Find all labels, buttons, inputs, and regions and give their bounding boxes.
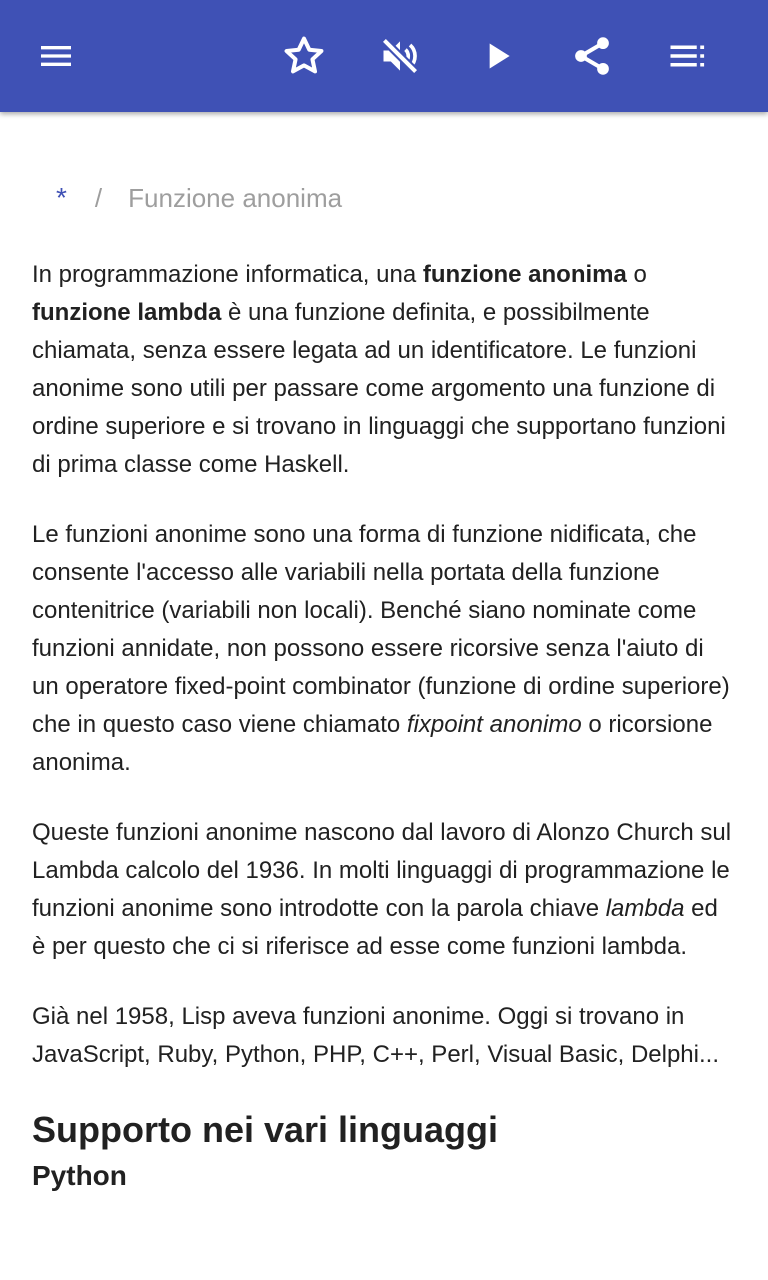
share-button[interactable]: [560, 24, 624, 88]
italic-term-fixpoint: fixpoint anonimo: [406, 711, 582, 738]
breadcrumb-home-link[interactable]: *: [56, 182, 67, 213]
text: o: [626, 261, 647, 288]
breadcrumb: [56, 180, 342, 216]
paragraph-history: [32, 814, 736, 966]
article-body: [32, 256, 736, 1194]
star-outline-icon: [282, 34, 326, 78]
menu-button[interactable]: [24, 24, 88, 88]
bold-term-funzione-anonima: funzione anonima: [422, 261, 627, 288]
mute-button[interactable]: [368, 24, 432, 88]
subsection-heading: Python: [32, 1160, 127, 1191]
play-icon: [478, 36, 518, 76]
article-content[interactable]: [0, 112, 768, 1280]
italic-term-lambda: lambda: [605, 895, 685, 922]
text: In programmazione informatica, una: [32, 261, 423, 288]
section-heading: Supporto nei vari linguaggi: [32, 1109, 499, 1150]
text: ed è per questo che ci si riferisce ad esse come funzioni lambda.: [32, 895, 718, 960]
text: o ricorsione anonima.: [32, 711, 713, 776]
paragraph-intro: [32, 256, 736, 484]
paragraph-languages: [32, 998, 736, 1074]
contents-button[interactable]: [656, 24, 720, 88]
text: Le funzioni anonime sono una forma di funzione nidificata, che consente l'accesso alle variabili nella portata della funzione contenitrice (variabili non locali). Benché siano nominate come funzioni annidate, non possono essere ricorsive senza l'aiuto di un operatore fixed-point combinator (funzione di ordine superiore) che in questo caso viene chiamato: [32, 521, 730, 738]
menu-icon: [36, 36, 76, 76]
text: è una funzione definita, e possibilmente chiamata, senza essere legata ad un identificatore. Le funzioni anonime sono utili per passare come argomento una funzione di ordine superiore e si trovano in linguaggi che supportano funzioni di prima classe come Haskell.: [32, 299, 726, 478]
text: Queste funzioni anonime nascono dal lavoro di Alonzo Church sul Lambda calcolo del 1936. In molti linguaggi di programmazione le funzioni anonime sono introdotte con la parola chiave: [32, 819, 732, 922]
breadcrumb-separator: /: [94, 183, 103, 213]
favorite-button[interactable]: [272, 24, 336, 88]
app-bar: [0, 0, 768, 112]
bold-term-funzione-lambda: funzione lambda: [32, 299, 222, 326]
play-button[interactable]: [466, 24, 530, 88]
share-icon: [570, 34, 614, 78]
text: Già nel 1958, Lisp aveva funzioni anonime. Oggi si trovano in JavaScript, Ruby, Python, PHP, C++, Perl, Visual Basic, Delphi...: [32, 1003, 719, 1068]
paragraph-nested: [32, 516, 736, 782]
breadcrumb-current: Funzione anonima: [128, 183, 343, 213]
volume-off-icon: [378, 34, 422, 78]
table-of-contents-icon: [667, 35, 709, 77]
